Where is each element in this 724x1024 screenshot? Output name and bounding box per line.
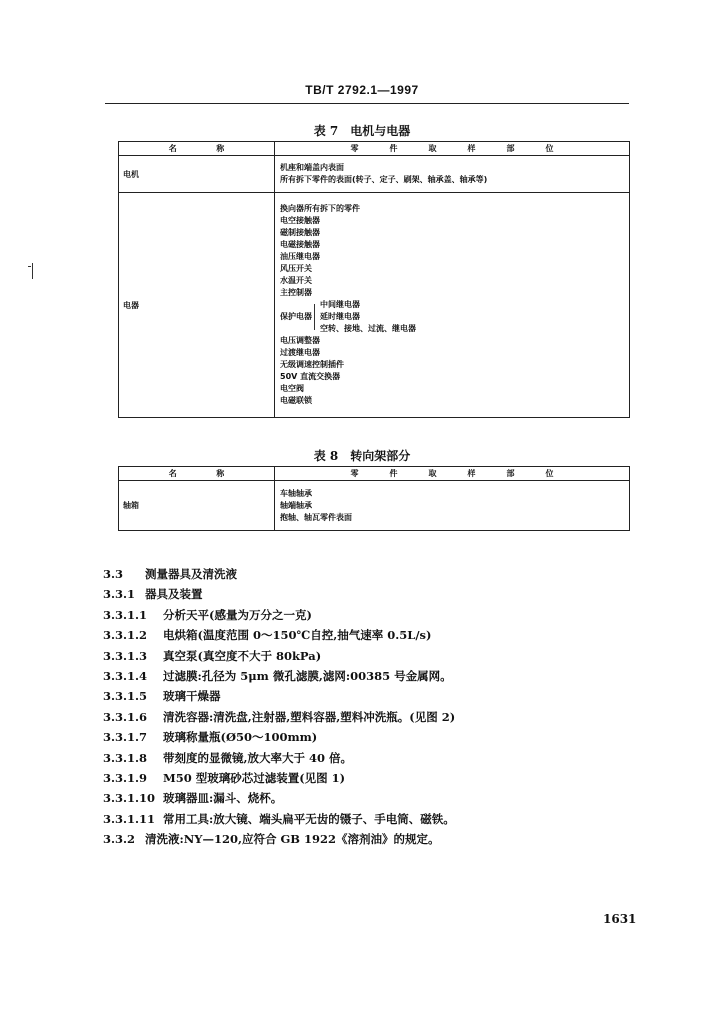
scan-mark (28, 266, 31, 267)
section-text: 真空泵(真空度不大于 80kPa) (163, 648, 322, 663)
section-number: 3.3.2 (103, 832, 136, 847)
section-text: 清洗容器:清洗盘,注射器,塑料容器,塑料冲洗瓶。(见图 2) (163, 709, 456, 724)
section-line (103, 788, 643, 808)
header-char: 取 (428, 144, 437, 153)
section-number: 3.3.1.2 (103, 628, 148, 643)
relay-group (280, 299, 629, 335)
section-number: 3.3.1.7 (103, 730, 148, 745)
scan-mark (32, 263, 33, 279)
header-char: 零 (350, 469, 359, 478)
table7-col-parts (275, 142, 630, 156)
header-char: 样 (467, 469, 476, 478)
section-line (103, 748, 643, 768)
header-char: 名 (168, 144, 177, 153)
relay-items (320, 299, 416, 335)
section-number: 3.3.1 (103, 587, 136, 602)
part-item: 电空阀 (280, 384, 304, 393)
section-line (103, 584, 643, 604)
section-list (103, 564, 643, 849)
part-item: 电压调整器 (280, 336, 320, 345)
section-text: M50 型玻璃砂芯过滤装置(见图 1) (163, 770, 346, 785)
part-item: 电磁联锁 (280, 396, 312, 405)
section-number: 3.3.1.5 (103, 689, 148, 704)
part-item: 主控制器 (280, 288, 312, 297)
relay-prefix: 保护电器 (280, 312, 312, 321)
section-number: 3.3.1.8 (103, 750, 148, 765)
section-line (103, 564, 643, 584)
part-item: 所有拆下零件的表面(转子、定子、刷架、轴承盖、轴承等) (280, 175, 488, 184)
row-parts (275, 156, 630, 193)
section-line (103, 829, 643, 849)
header-char: 样 (467, 144, 476, 153)
row-name: 轴箱 (119, 481, 275, 531)
row-name: 电器 (119, 193, 275, 418)
part-item: 无级调速控制插件 (280, 360, 344, 369)
part-item: 磁制接触器 (280, 228, 320, 237)
part-item: 过渡继电器 (280, 348, 320, 357)
table-row (119, 156, 630, 193)
table8 (118, 466, 630, 531)
section-line (103, 625, 643, 645)
section-line (103, 646, 643, 666)
header-char: 位 (545, 144, 554, 153)
header-rule (105, 103, 629, 104)
table8-caption: 表 8 转向架部分 (313, 449, 411, 463)
section-text: 玻璃器皿:漏斗、烧杯。 (163, 791, 283, 806)
section-number: 3.3.1.3 (103, 648, 148, 663)
header-char: 称 (216, 469, 225, 478)
section-number: 3.3.1.1 (103, 607, 148, 622)
section-text: 带刻度的显微镜,放大率大于 40 倍。 (163, 750, 353, 765)
section-text: 测量器具及清洗液 (145, 567, 237, 581)
table7-header-row (119, 142, 630, 156)
section-text: 玻璃称量瓶(Ø50～100mm) (163, 730, 318, 745)
section-text: 玻璃干燥器 (163, 689, 221, 704)
section-line (103, 707, 643, 727)
part-item: 油压继电器 (280, 252, 320, 261)
table-row (119, 193, 630, 418)
header-char: 件 (389, 144, 398, 153)
section-line (103, 686, 643, 706)
header-char: 称 (216, 144, 225, 153)
section-number: 3.3.1.4 (103, 668, 148, 683)
section-number: 3.3 (103, 567, 124, 581)
header-char: 位 (545, 469, 554, 478)
section-text: 器具及装置 (145, 587, 203, 602)
page-number: 1631 (603, 912, 637, 926)
row-name: 电机 (119, 156, 275, 193)
section-number: 3.3.1.11 (103, 811, 156, 826)
section-line (103, 809, 643, 829)
brace-icon (314, 304, 318, 330)
section-text: 过滤膜:孔径为 5μm 微孔滤膜,滤网:00385 号金属网。 (163, 668, 452, 683)
header-char: 部 (506, 144, 515, 153)
header-char: 部 (506, 469, 515, 478)
header-char: 取 (428, 469, 437, 478)
part-item: 电空接触器 (280, 216, 320, 225)
section-line (103, 768, 643, 788)
table7-col-name (119, 142, 275, 156)
part-item: 轴端轴承 (280, 500, 312, 510)
section-text: 分析天平(感量为万分之一克) (163, 607, 312, 622)
row-parts (275, 481, 630, 531)
section-number: 3.3.1.6 (103, 709, 148, 724)
section-number: 3.3.1.10 (103, 791, 156, 806)
table8-header-row (119, 467, 630, 481)
standard-code: TB/T 2792.1—1997 (305, 83, 419, 97)
part-item: 水温开关 (280, 276, 312, 285)
header-char: 名 (168, 469, 177, 478)
part-item: 抱轴、轴瓦零件表面 (280, 512, 352, 522)
section-line (103, 605, 643, 625)
part-item: 机座和端盖内表面 (280, 163, 344, 172)
part-item: 换向器所有拆下的零件 (280, 204, 360, 213)
table7 (118, 141, 630, 418)
table-row (119, 481, 630, 531)
section-line (103, 666, 643, 686)
table8-col-name (119, 467, 275, 481)
part-item: 50V 直流交换器 (280, 372, 341, 381)
part-item: 电磁接触器 (280, 240, 320, 249)
section-line (103, 727, 643, 747)
row-parts (275, 193, 630, 418)
table7-caption: 表 7 电机与电器 (313, 124, 411, 138)
section-text: 电烘箱(温度范围 0～150℃自控,抽气速率 0.5L/s) (163, 628, 432, 643)
header-char: 件 (389, 469, 398, 478)
part-item: 风压开关 (280, 264, 312, 273)
header-char: 零 (350, 144, 359, 153)
relay-item: 空转、接地、过流、继电器 (320, 324, 416, 333)
table8-col-parts (275, 467, 630, 481)
section-text: 常用工具:放大镜、端头扁平无齿的镊子、手电筒、磁铁。 (163, 811, 455, 826)
section-text: 清洗液:NY—120,应符合 GB 1922《溶剂油》的规定。 (145, 832, 440, 847)
relay-item: 中间继电器 (320, 300, 360, 309)
section-number: 3.3.1.9 (103, 770, 148, 785)
relay-item: 延时继电器 (320, 312, 360, 321)
part-item: 车轴轴承 (280, 488, 312, 498)
